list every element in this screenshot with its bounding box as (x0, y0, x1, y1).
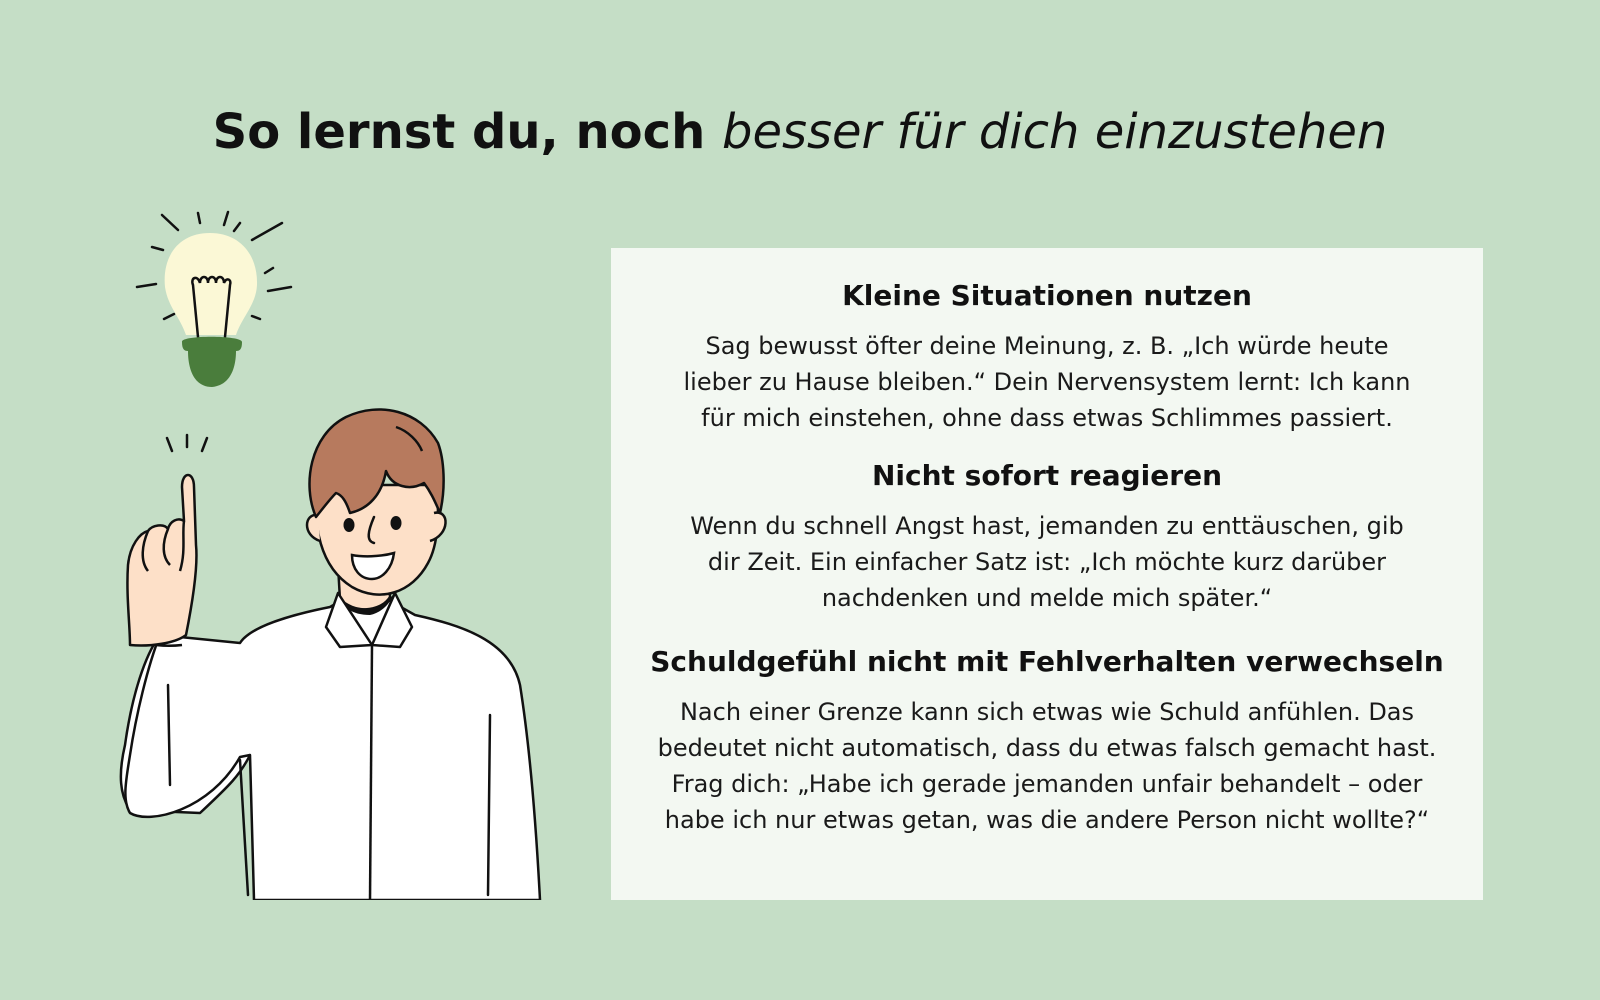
tip-heading: Kleine Situationen nutzen (842, 279, 1252, 312)
person-illustration (90, 195, 570, 900)
page-title-italic: besser für dich einzustehen (721, 104, 1388, 160)
tip-text: Nach einer Grenze kann sich etwas wie Schuld anfühlen. Das bedeutet nicht automatisch, dass du etwas falsch gemacht hast. Frag dich: „Habe ich gerade jemanden unfair behandelt – oder habe ich nur etwas getan, was die andere Person nicht wollte?“ (657, 698, 1437, 834)
tip-section (631, 458, 1463, 616)
tip-text: Wenn du schnell Angst hast, jemanden zu enttäuschen, gib dir Zeit. Ein einfacher Satz ist: „Ich möchte kurz darüber nachdenken und melde mich später.“ (690, 512, 1404, 612)
tip-section (631, 644, 1463, 838)
page-title (0, 100, 1600, 164)
tip-heading: Nicht sofort reagieren (871, 459, 1222, 492)
tip-heading: Schuldgefühl nicht mit Fehlverhalten verwechseln (650, 645, 1444, 678)
page-title-bold: So lernst du, noch (212, 104, 706, 160)
tip-section (631, 278, 1463, 436)
tip-text: Sag bewusst öfter deine Meinung, z. B. „Ich würde heute lieber zu Hause bleiben.“ Dein Nervensystem lernt: Ich kann für mich einstehen, ohne dass etwas Schlimmes passiert. (683, 332, 1411, 432)
tips-card (611, 248, 1483, 900)
lightbulb-icon (137, 212, 291, 387)
